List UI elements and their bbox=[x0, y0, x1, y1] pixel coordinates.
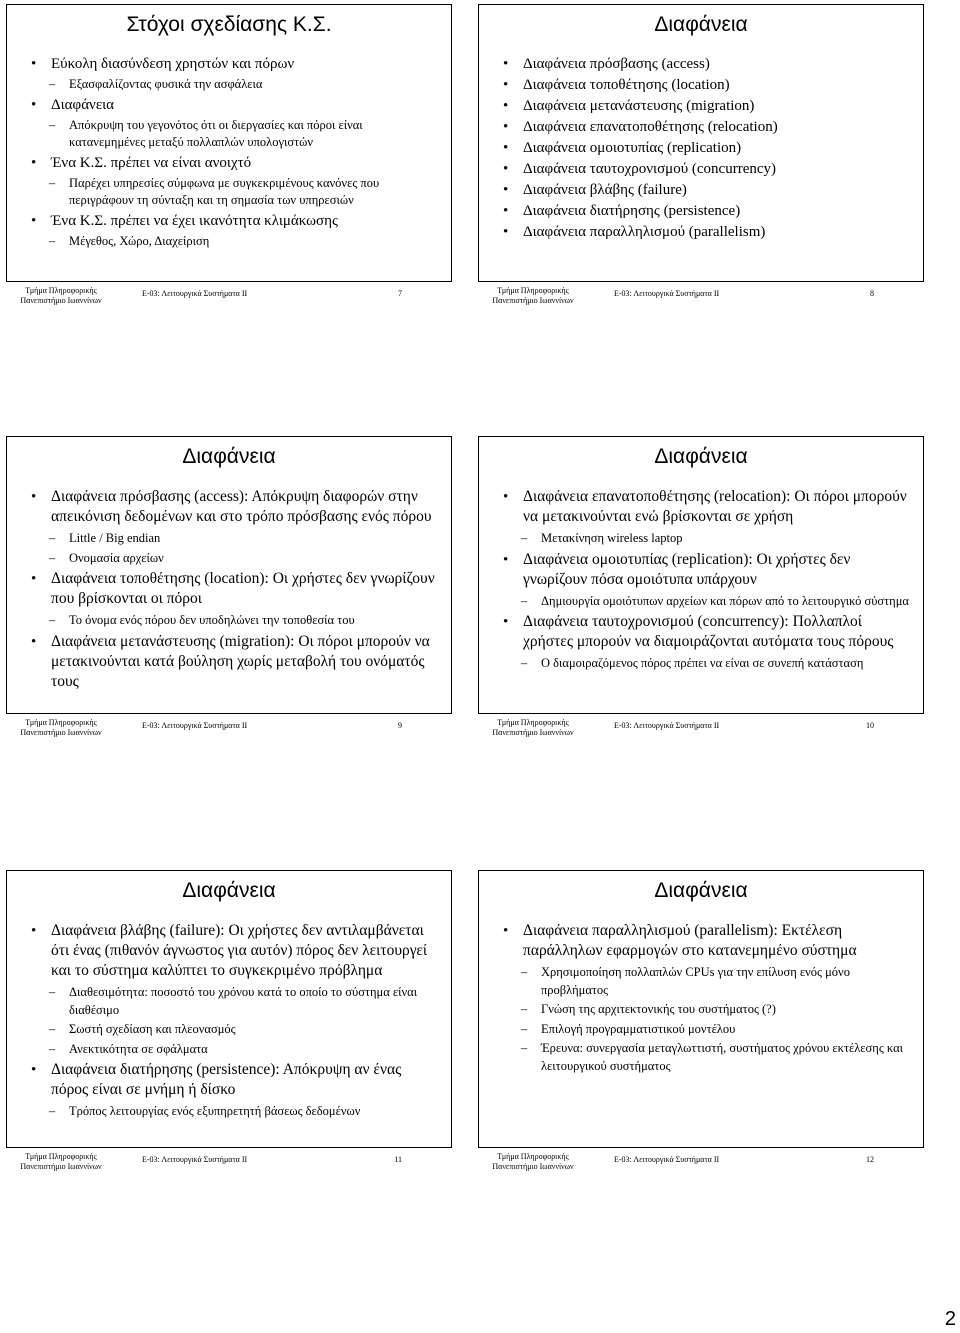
sub-bullet-item: – Ανεκτικότητα σε σφάλματα bbox=[31, 1041, 441, 1059]
sub-bullet-item: – Τρόπος λειτουργίας ενός εξυπηρετητή βάσεως δεδομένων bbox=[31, 1103, 441, 1121]
bullet-item: • Διαφάνεια ομοιοτυπίας (replication): Οι χρήστες δεν γνωρίζουν πόσα ομοιότυπα υπάρχουν bbox=[503, 550, 913, 590]
footer-dept-line2: Πανεπιστήμιο Ιωαννίνων bbox=[20, 728, 102, 737]
sub-bullet-item: – Σωστή σχεδίαση και πλεονασμός bbox=[31, 1021, 441, 1039]
slide-footer bbox=[478, 286, 924, 316]
footer-dept-line1: Τμήμα Πληροφορικής bbox=[497, 286, 569, 295]
sub-bullet-item: – Παρέχει υπηρεσίες σύμφωνα με συγκεκριμένους κανόνες που περιγράφουν τη σύνταξη και τη σημασία των υπηρεσιών bbox=[31, 175, 441, 210]
slide-footer bbox=[6, 286, 452, 316]
sub-bullet-item: – Δημιουργία ομοιότυπων αρχείων και πόρων από το λειτουργικό σύστημα bbox=[503, 593, 913, 611]
bullet-item: • Διαφάνεια ομοιοτυπίας (replication) bbox=[503, 139, 913, 159]
footer-dept-line1: Τμήμα Πληροφορικής bbox=[25, 718, 97, 727]
slide-10 bbox=[478, 436, 924, 748]
sub-bullet-item: – Επιλογή προγραμματιστικού μοντέλου bbox=[503, 1021, 913, 1039]
page-number: 2 bbox=[944, 1308, 956, 1330]
footer-dept-line2: Πανεπιστήμιο Ιωαννίνων bbox=[20, 1162, 102, 1171]
sub-bullet-item: – Little / Big endian bbox=[31, 530, 441, 548]
footer-course: Ε-03: Λειτουργικά Συστήματα ΙΙ bbox=[614, 1155, 720, 1164]
slide-number: 8 bbox=[870, 289, 874, 298]
slide-footer bbox=[6, 718, 452, 748]
slide-title: Στόχοι σχεδίασης Κ.Σ. bbox=[126, 13, 332, 36]
footer-dept-line2: Πανεπιστήμιο Ιωαννίνων bbox=[20, 296, 102, 305]
footer-course: Ε-03: Λειτουργικά Συστήματα ΙΙ bbox=[142, 721, 248, 730]
sub-bullet-item: – Ονομασία αρχείων bbox=[31, 550, 441, 568]
sub-bullet-item: – Εξασφαλίζοντας φυσικά την ασφάλεια bbox=[31, 76, 441, 94]
slide-frame bbox=[478, 436, 924, 714]
footer-dept-line2: Πανεπιστήμιο Ιωαννίνων bbox=[492, 296, 574, 305]
bullet-item: • Διαφάνεια bbox=[31, 96, 441, 116]
footer-dept-line1: Τμήμα Πληροφορικής bbox=[25, 1152, 97, 1161]
slide-frame bbox=[478, 870, 924, 1148]
bullet-item: • Διαφάνεια βλάβης (failure): Οι χρήστες δεν αντιλαμβάνεται ότι ένας (πιθανόν άγνωστος για αυτόν) πόρος δεν λειτουργεί και το σύστημα καλύπτει το συγκεκριμένο πρόβλημα bbox=[31, 921, 441, 981]
bullet-item: • Διαφάνεια παραλληλισμού (parallelism): Εκτέλεση παράλληλων εφαρμογών στο κατανεμημένο σύστημα bbox=[503, 921, 913, 961]
bullet-item: • Διαφάνεια τοποθέτησης (location): Οι χρήστες δεν γνωρίζουν που βρίσκονται οι πόροι bbox=[31, 569, 441, 609]
slide-frame bbox=[6, 436, 452, 714]
bullet-item: • Διαφάνεια πρόσβασης (access): Απόκρυψη διαφορών στην απεικόνιση δεδομένων και στο τρόπο πρόσβασης ενός πόρου bbox=[31, 487, 441, 527]
bullet-item: • Ένα Κ.Σ. πρέπει να έχει ικανότητα κλιμάκωσης bbox=[31, 212, 441, 232]
bullet-item: • Διαφάνεια μετανάστευσης (migration) bbox=[503, 97, 913, 117]
sub-bullet-item: – Απόκρυψη του γεγονότος ότι οι διεργασίες και πόροι είναι κατανεμημένες μεταξύ πολλαπλών υπολογιστών bbox=[31, 117, 441, 152]
slide-title: Διαφάνεια bbox=[654, 879, 748, 902]
slide-number: 9 bbox=[398, 721, 402, 730]
footer-department bbox=[478, 1152, 588, 1172]
bullet-item: • Ένα Κ.Σ. πρέπει να είναι ανοιχτό bbox=[31, 154, 441, 174]
footer-dept-line1: Τμήμα Πληροφορικής bbox=[25, 286, 97, 295]
bullet-item: • Διαφάνεια επανατοποθέτησης (relocation): Οι πόροι μπορούν να μετακινούνται ενώ βρίσκονται σε χρήση bbox=[503, 487, 913, 527]
slide-11 bbox=[6, 870, 452, 1182]
bullet-item: • Διαφάνεια επανατοποθέτησης (relocation) bbox=[503, 118, 913, 138]
sub-bullet-item: – Το όνομα ενός πόρου δεν υποδηλώνει την τοποθεσία του bbox=[31, 612, 441, 630]
sub-bullet-item: – Μετακίνηση wireless laptop bbox=[503, 530, 913, 548]
slide-number: 11 bbox=[394, 1155, 402, 1164]
bullet-item: • Εύκολη διασύνδεση χρηστών και πόρων bbox=[31, 55, 441, 75]
bullet-item: • Διαφάνεια διατήρησης (persistence): Απόκρυψη αν ένας πόρος είναι σε μνήμη ή δίσκο bbox=[31, 1060, 441, 1100]
bullet-item: • Διαφάνεια πρόσβασης (access) bbox=[503, 55, 913, 75]
bullet-item: • Διαφάνεια διατήρησης (persistence) bbox=[503, 202, 913, 222]
slide-title: Διαφάνεια bbox=[182, 879, 276, 902]
slide-content bbox=[31, 487, 441, 695]
slide-content bbox=[31, 921, 441, 1123]
slide-title: Διαφάνεια bbox=[654, 445, 748, 468]
slide-7 bbox=[6, 4, 452, 316]
slide-8 bbox=[478, 4, 924, 316]
slide-footer bbox=[478, 1152, 924, 1182]
sub-bullet-item: – Μέγεθος, Χώρο, Διαχείριση bbox=[31, 233, 441, 251]
footer-department bbox=[478, 286, 588, 306]
footer-course: Ε-03: Λειτουργικά Συστήματα ΙΙ bbox=[142, 1155, 248, 1164]
footer-department bbox=[6, 1152, 116, 1172]
sub-bullet-item: – Γνώση της αρχιτεκτονικής του συστήματος (?) bbox=[503, 1001, 913, 1019]
slide-footer bbox=[478, 718, 924, 748]
footer-dept-line2: Πανεπιστήμιο Ιωαννίνων bbox=[492, 728, 574, 737]
bullet-item: • Διαφάνεια ταυτοχρονισμού (concurrency): Πολλαπλοί χρήστες μπορούν να διαμοιράζονται αυτόματα τους πόρους bbox=[503, 612, 913, 652]
slide-content bbox=[503, 921, 913, 1077]
footer-dept-line1: Τμήμα Πληροφορικής bbox=[497, 718, 569, 727]
slide-content bbox=[503, 55, 913, 244]
footer-course: Ε-03: Λειτουργικά Συστήματα ΙΙ bbox=[142, 289, 248, 298]
sub-bullet-item: – Χρησιμοποίηση πολλαπλών CPUs για την επίλυση ενός μόνο προβλήματος bbox=[503, 964, 913, 999]
sub-bullet-item: – Διαθεσιμότητα: ποσοστό του χρόνου κατά το οποίο το σύστημα είναι διαθέσιμο bbox=[31, 984, 441, 1019]
footer-dept-line1: Τμήμα Πληροφορικής bbox=[497, 1152, 569, 1161]
bullet-item: • Διαφάνεια βλάβης (failure) bbox=[503, 181, 913, 201]
footer-course: Ε-03: Λειτουργικά Συστήματα ΙΙ bbox=[614, 721, 720, 730]
slide-number: 10 bbox=[866, 721, 874, 730]
slide-footer bbox=[6, 1152, 452, 1182]
slide-frame bbox=[478, 4, 924, 282]
slide-number: 7 bbox=[398, 289, 402, 298]
slide-content bbox=[31, 55, 441, 252]
slide-title: Διαφάνεια bbox=[654, 13, 748, 36]
slide-frame bbox=[6, 870, 452, 1148]
slide-content bbox=[503, 487, 913, 675]
sub-bullet-item: – Έρευνα: συνεργασία μεταγλωττιστή, συστήματος χρόνου εκτέλεσης και λειτουργικού συστήματος bbox=[503, 1040, 913, 1075]
bullet-item: • Διαφάνεια παραλληλισμού (parallelism) bbox=[503, 223, 913, 243]
slide-frame bbox=[6, 4, 452, 282]
sub-bullet-item: – Ο διαμοιραζόμενος πόρος πρέπει να είναι σε συνεπή κατάσταση bbox=[503, 655, 913, 673]
bullet-item: • Διαφάνεια ταυτοχρονισμού (concurrency) bbox=[503, 160, 913, 180]
slide-title: Διαφάνεια bbox=[182, 445, 276, 468]
footer-department bbox=[478, 718, 588, 738]
slide-9 bbox=[6, 436, 452, 748]
bullet-item: • Διαφάνεια τοποθέτησης (location) bbox=[503, 76, 913, 96]
bullet-item: • Διαφάνεια μετανάστευσης (migration): Οι πόροι μπορούν να μετακινούνται κατά βούληση χωρίς μεταβολή του ονόματός τους bbox=[31, 632, 441, 692]
footer-course: Ε-03: Λειτουργικά Συστήματα ΙΙ bbox=[614, 289, 720, 298]
footer-department bbox=[6, 286, 116, 306]
slide-number: 12 bbox=[866, 1155, 874, 1164]
slide-12 bbox=[478, 870, 924, 1182]
footer-dept-line2: Πανεπιστήμιο Ιωαννίνων bbox=[492, 1162, 574, 1171]
footer-department bbox=[6, 718, 116, 738]
